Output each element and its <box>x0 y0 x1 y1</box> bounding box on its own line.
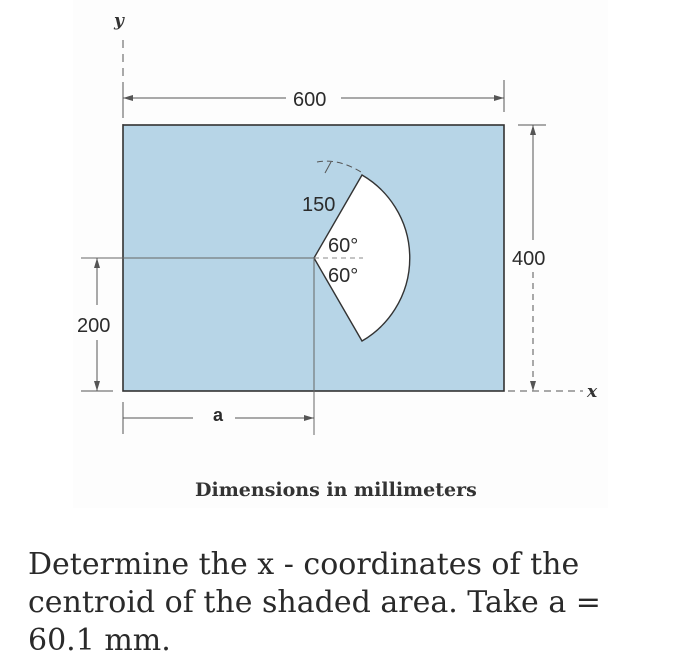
figure-caption: Dimensions in millimeters <box>195 479 477 501</box>
center-height-arrow-bottom <box>94 381 100 391</box>
x-axis-label: x <box>587 382 598 402</box>
width-label: 600 <box>293 89 327 111</box>
angle-lower-label: 60° <box>328 265 359 287</box>
a-arrow-right <box>304 415 314 421</box>
center-height-label: 200 <box>77 315 111 337</box>
a-label: a <box>213 405 224 425</box>
height-arrow-top <box>530 125 536 135</box>
width-arrow-right <box>494 95 504 101</box>
radius-label: 150 <box>302 194 336 216</box>
height-arrow-bottom <box>530 381 536 391</box>
figure-area <box>73 0 608 508</box>
height-label: 400 <box>512 248 546 270</box>
question-text: Determine the x - coordinates of the centroid of the shaded area. Take a = 60.1 mm. <box>28 547 601 658</box>
y-axis-label: y <box>114 11 124 31</box>
angle-upper-label: 60° <box>328 235 359 257</box>
width-arrow-left <box>123 95 133 101</box>
center-height-arrow-top <box>94 258 100 268</box>
centroid-figure <box>73 0 608 508</box>
